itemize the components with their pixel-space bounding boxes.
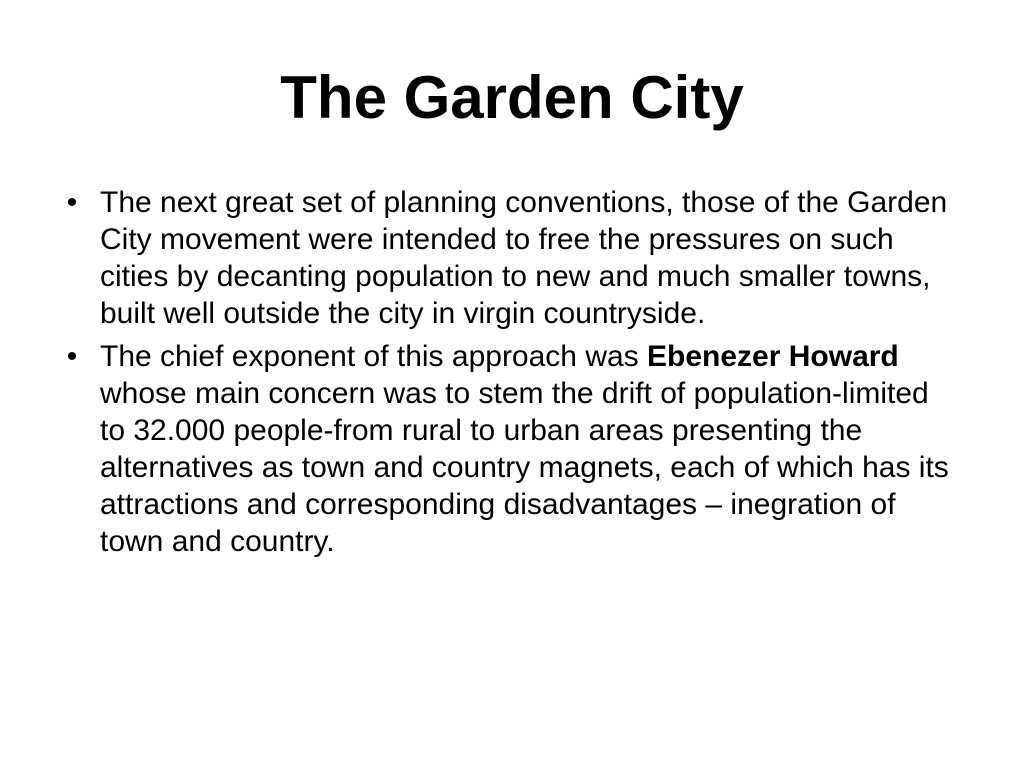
bullet-item (60, 338, 960, 560)
bullet-emphasis-name: Ebenezer Howard (647, 340, 899, 373)
bullet-text: The next great set of planning conventions, those of the Garden City movement were intended to free the pressures on such cities by decanting population to new and much smaller towns, built well outside the city in virgin countryside. (100, 186, 948, 330)
bullet-text-after: whose main concern was to stem the drift of population-limited to 32.000 people-from rural to urban areas presenting the alternatives as town and country magnets, each of which has its attractions and corresponding disadvantages – inegration of town and country. (100, 377, 949, 558)
slide-title: The Garden City (280, 64, 744, 131)
bullet-text-before: The chief exponent of this approach was (100, 340, 648, 373)
bullet-list (60, 184, 960, 566)
bullet-item (60, 184, 960, 332)
bullet-dot-icon: • (66, 340, 78, 373)
bullet-dot-icon: • (66, 186, 78, 219)
